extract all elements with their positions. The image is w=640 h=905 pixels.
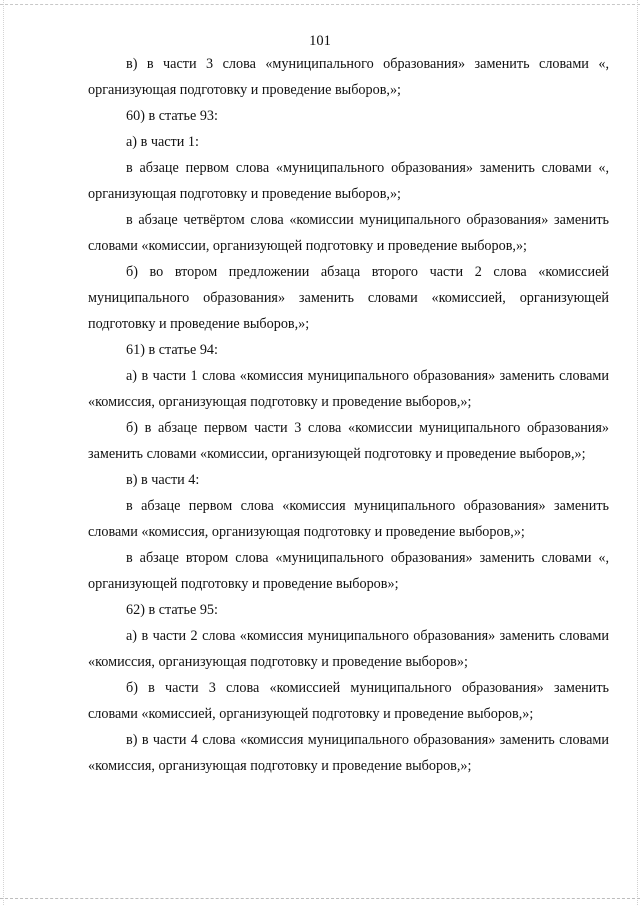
page-number: 101 [309,33,331,49]
paragraph: в абзаце четвёртом слова «комиссии муниципального образования» заменить словами «комиссии, организующей подготовку и проведение выборов,»; [88,212,609,254]
scan-edge-left [3,0,4,905]
scan-edge-right [637,0,638,905]
paragraph: в абзаце втором слова «муниципального образования» заменить словами «, организующей подготовку и проведение выборов»; [88,550,609,592]
paragraph-item-heading: 62) в статье 95: [126,602,218,618]
paragraph-item-heading: 60) в статье 93: [126,108,218,124]
paragraph: б) в абзаце первом части 3 слова «комиссии муниципального образования» заменить словами «комиссии, организующей подготовку и проведение выборов,»; [88,420,609,462]
paragraph-subitem: в) в части 4: [126,472,200,488]
paragraph: а) в части 2 слова «комиссия муниципального образования» заменить словами «комиссия, организующая подготовку и проведение выборов»; [88,628,609,670]
paragraph: б) в части 3 слова «комиссией муниципального образования» заменить словами «комиссией, организующей подготовку и проведение выборов,»; [88,680,609,722]
paragraph-item-heading: 61) в статье 94: [126,342,218,358]
paragraph: б) во втором предложении абзаца второго части 2 слова «комиссией муниципального образования» заменить словами «комиссией, организующей подготовку и проведение выборов,»; [88,264,609,332]
paragraph: в) в части 3 слова «муниципального образования» заменить словами «, организующая подготовку и проведение выборов,»; [88,56,609,98]
paragraph: в абзаце первом слова «комиссия муниципального образования» заменить словами «комиссия, организующая подготовку и проведение выборов,»; [88,498,609,540]
document-body [88,51,609,779]
scan-edge-top [0,4,640,5]
paragraph: в) в части 4 слова «комиссия муниципального образования» заменить словами «комиссия, организующая подготовку и проведение выборов,»; [88,732,609,774]
paragraph: в абзаце первом слова «муниципального образования» заменить словами «, организующая подготовку и проведение выборов,»; [88,160,609,202]
scan-edge-bottom [0,898,640,899]
paragraph: а) в части 1 слова «комиссия муниципального образования» заменить словами «комиссия, организующая подготовку и проведение выборов,»; [88,368,609,410]
paragraph-subitem: а) в части 1: [126,134,199,150]
